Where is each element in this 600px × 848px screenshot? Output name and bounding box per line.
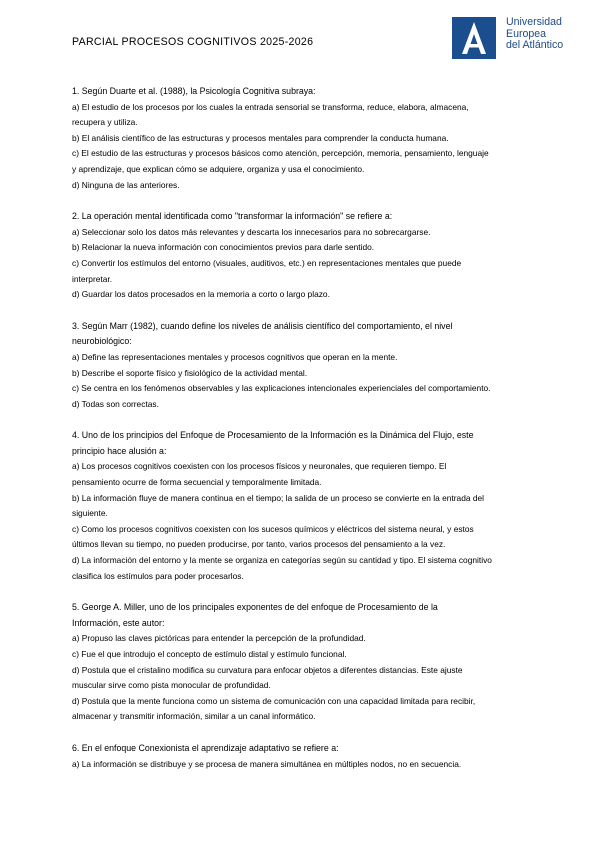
exam-title: PARCIAL PROCESOS COGNITIVOS 2025-2026 xyxy=(72,36,314,48)
answer-option: d) Ninguna de las anteriores. xyxy=(72,179,180,190)
question-stem: 5. George A. Miller, uno de los principales exponentes de del enfoque de Procesamiento de la xyxy=(72,602,438,613)
answer-option-continuation: interpretar. xyxy=(72,273,113,284)
question-stem-continuation: Información, este autor: xyxy=(72,617,165,628)
question-stem: 6. En el enfoque Conexionista el aprendizaje adaptativo se refiere a: xyxy=(72,742,339,753)
question-list xyxy=(72,84,532,788)
answer-option-continuation: clasifica los estímulos para poder procesarlos. xyxy=(72,570,244,581)
answer-option-continuation: últimos llevan su tiempo, no pueden producirse, por tanto, varios procesos del pensamiento a la vez. xyxy=(72,539,446,550)
answer-option-continuation: y aprendizaje, que explican cómo se adquiere, organiza y usa el conocimiento. xyxy=(72,163,365,174)
answer-option-continuation: recupera y utiliza. xyxy=(72,117,138,128)
answer-option-continuation: muscular sirve como pista monocular de profundidad. xyxy=(72,680,271,691)
answer-option: d) Todas son correctas. xyxy=(72,398,159,409)
question-4 xyxy=(72,428,532,584)
answer-option: b) Describe el soporte físico y fisiológico de la actividad mental. xyxy=(72,367,308,378)
question-5 xyxy=(72,600,532,725)
question-stem: 3. Según Marr (1982), cuando define los niveles de análisis científico del comportamiento, el nivel xyxy=(72,320,453,331)
question-stem: 4. Uno de los principios del Enfoque de Procesamiento de la Información es la Dinámica del Flujo, este xyxy=(72,430,474,441)
answer-option-continuation: pensamiento ocurre de forma secuencial y temporalmente limitada. xyxy=(72,477,322,488)
university-name-line: Universidad xyxy=(506,16,562,28)
question-2 xyxy=(72,209,532,303)
question-stem: 1. Según Duarte et al. (1988), la Psicología Cognitiva subraya: xyxy=(72,86,316,96)
answer-option: a) Los procesos cognitivos coexisten con los procesos físicos y neuronales, que requieren tiempo. El xyxy=(72,461,447,472)
answer-option: d) Guardar los datos procesados en la memoria a corto o largo plazo. xyxy=(72,289,330,300)
question-stem: 2. La operación mental identificada como "transformar la información" se refiere a: xyxy=(72,211,393,222)
answer-option: b) La información fluye de manera continua en el tiempo; la salida de un proceso se convierte en la entrada del xyxy=(72,492,485,503)
answer-option: c) El estudio de las estructuras y procesos básicos como atención, percepción, memoria, pensamiento, lenguaje xyxy=(72,148,489,159)
page-header xyxy=(0,0,600,70)
question-6 xyxy=(72,741,532,772)
answer-option: d) La información del entorno y la mente se organiza en categorías según su cantidad y tipo. El sistema cognitivo xyxy=(72,555,492,566)
university-name-line: del Atlántico xyxy=(506,39,564,51)
letter-a-emblem-icon xyxy=(452,17,496,59)
answer-option: a) El estudio de los procesos por los cuales la entrada sensorial se transforma, reduce, elabora, almacena, xyxy=(72,101,469,112)
answer-option-continuation: almacenar y transmitir información, similar a un canal informático. xyxy=(72,711,316,722)
answer-option-continuation: siguiente. xyxy=(72,508,108,519)
answer-option: a) La información se distribuye y se procesa de manera simultánea en múltiples nodos, no en secuencia. xyxy=(72,758,462,769)
answer-option: d) Postula que la mente funciona como un sistema de comunicación con una capacidad limitada para recibir, xyxy=(72,695,476,706)
question-stem-continuation: neurobiológico: xyxy=(72,336,132,347)
question-stem-continuation: principio hace alusión a: xyxy=(72,445,167,456)
question-1 xyxy=(72,84,532,193)
answer-option: a) Define las representaciones mentales y procesos cognitivos que operan en la mente. xyxy=(72,351,398,362)
answer-option: c) Se centra en los fenómenos observables y las explicaciones intencionales experienciales del comportamiento. xyxy=(72,383,491,394)
answer-option: c) Convertir los estímulos del entorno (visuales, auditivos, etc.) en representaciones mentales que puede xyxy=(72,257,462,268)
question-3 xyxy=(72,319,532,413)
answer-option: c) Fue el que introdujo el concepto de estímulo distal y estímulo funcional. xyxy=(72,649,347,659)
answer-option: b) El análisis científico de las estructuras y procesos mentales para comprender la conducta humana. xyxy=(72,132,449,143)
answer-option: a) Propuso las claves pictóricas para entender la percepción de la profundidad. xyxy=(72,633,366,644)
university-logo-mark xyxy=(452,17,496,59)
university-name xyxy=(506,17,563,52)
answer-option: c) Como los procesos cognitivos coexisten con los sucesos químicos y eléctricos del sistema neural, y estos xyxy=(72,523,474,534)
answer-option: a) Seleccionar solo los datos más relevantes y descarta los innecesarios para no sobrecargarse. xyxy=(72,226,431,237)
answer-option: b) Relacionar la nueva información con conocimientos previos para darle sentido. xyxy=(72,242,375,253)
university-name-line: Europea xyxy=(506,27,547,40)
answer-option: d) Postula que el cristalino modifica su curvatura para enfocar objetos a diferentes distancias. Este ajuste xyxy=(72,664,463,675)
university-logo xyxy=(452,17,582,59)
